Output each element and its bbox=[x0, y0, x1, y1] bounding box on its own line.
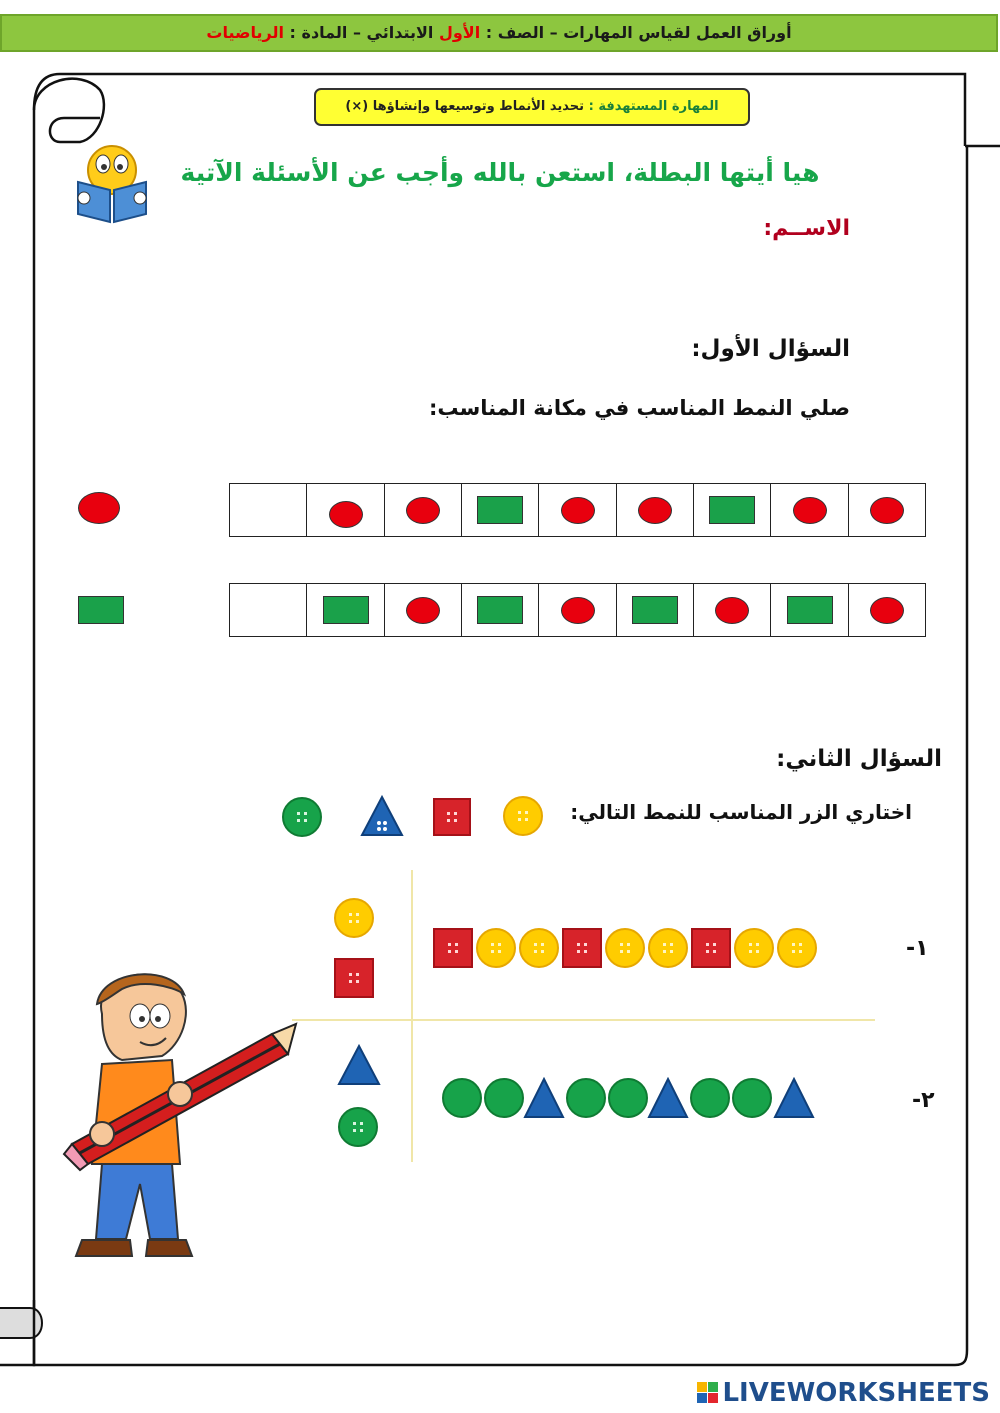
red-square-button-icon bbox=[562, 928, 602, 968]
pattern-drop-target[interactable] bbox=[230, 484, 306, 536]
circle-shape bbox=[870, 597, 904, 624]
q1-answer-rect[interactable] bbox=[78, 596, 124, 624]
circle-shape bbox=[561, 597, 595, 624]
skill-value: تحديد الأنماط وتوسيعها وإنشاؤها (×) bbox=[345, 99, 585, 114]
pattern-cell bbox=[848, 484, 925, 536]
q1-answer-circle[interactable] bbox=[78, 492, 120, 524]
pattern-cell bbox=[461, 484, 538, 536]
liveworksheets-logo-text: LIVEWORKSHEETS bbox=[722, 1378, 990, 1408]
q1-pattern-row-2 bbox=[229, 583, 926, 637]
circle-shape bbox=[406, 497, 440, 524]
pattern-cell bbox=[538, 584, 615, 636]
pattern-cell bbox=[306, 584, 383, 636]
pattern-cell bbox=[770, 584, 847, 636]
name-label: الاســم: bbox=[763, 216, 850, 241]
red-square-button-icon bbox=[433, 928, 473, 968]
liveworksheets-logo-icon bbox=[697, 1382, 719, 1404]
pattern-cell bbox=[770, 484, 847, 536]
item2-choice-blue-triangle[interactable] bbox=[337, 1044, 381, 1090]
item2-seq-buttons bbox=[443, 1079, 813, 1117]
pattern-cell bbox=[693, 484, 770, 536]
rect-shape bbox=[477, 496, 523, 524]
header-text-b: الابتدائي – المادة : bbox=[283, 23, 439, 42]
question2-title: السؤال الثاني: bbox=[776, 746, 942, 772]
pattern-cell bbox=[693, 584, 770, 636]
liveworksheets-logo bbox=[697, 1378, 990, 1408]
circle-shape bbox=[406, 597, 440, 624]
skill-label: المهارة المستهدفة : bbox=[584, 99, 719, 114]
pattern-cell bbox=[384, 584, 461, 636]
item1-sequence bbox=[433, 928, 817, 968]
option-yellow-circle[interactable] bbox=[503, 796, 543, 836]
item1-choice-red-square[interactable] bbox=[334, 958, 374, 998]
rect-shape bbox=[709, 496, 755, 524]
page-title: هيا أيتها البطلة، استعن بالله وأجب عن الأسئلة الآتية bbox=[180, 158, 820, 187]
yellow-circle-button-icon bbox=[734, 928, 774, 968]
item2-choice-green-circle[interactable] bbox=[338, 1107, 378, 1147]
rect-shape bbox=[632, 596, 678, 624]
option-blue-triangle[interactable] bbox=[360, 795, 404, 841]
header-grade: الأول bbox=[438, 23, 481, 42]
pattern-cell bbox=[616, 584, 693, 636]
item2-sequence-svg bbox=[442, 1077, 862, 1119]
rect-shape bbox=[323, 596, 369, 624]
question1-title: السؤال الأول: bbox=[691, 336, 850, 362]
red-square-button-icon bbox=[691, 928, 731, 968]
pattern-cell bbox=[848, 584, 925, 636]
circle-shape bbox=[870, 497, 904, 524]
q1-pattern-row-1 bbox=[229, 483, 926, 537]
pattern-cell bbox=[538, 484, 615, 536]
pattern-cell bbox=[616, 484, 693, 536]
skill-box bbox=[314, 88, 750, 126]
option-green-circle[interactable] bbox=[282, 797, 322, 837]
circle-shape bbox=[561, 497, 595, 524]
circle-shape bbox=[638, 497, 672, 524]
boy-with-pencil-illustration bbox=[62, 964, 302, 1264]
pattern-cell bbox=[306, 484, 383, 536]
divider-horizontal bbox=[292, 1019, 875, 1021]
circle-shape bbox=[715, 597, 749, 624]
pattern-cell bbox=[461, 584, 538, 636]
yellow-circle-button-icon bbox=[605, 928, 645, 968]
header-subject: الرياضيات bbox=[206, 23, 284, 42]
option-red-square[interactable] bbox=[433, 798, 471, 836]
circle-shape bbox=[329, 501, 363, 528]
rect-shape bbox=[787, 596, 833, 624]
header-bar bbox=[0, 14, 998, 52]
rect-shape bbox=[477, 596, 523, 624]
item1-choice-yellow-circle[interactable] bbox=[334, 898, 374, 938]
header-text-a: أوراق العمل لقياس المهارات – الصف : bbox=[480, 23, 792, 42]
yellow-circle-button-icon bbox=[777, 928, 817, 968]
divider-vertical bbox=[411, 870, 413, 1162]
pattern-drop-target[interactable] bbox=[230, 584, 306, 636]
yellow-circle-button-icon bbox=[476, 928, 516, 968]
item2-sequence bbox=[442, 1077, 862, 1123]
reading-emoji-icon bbox=[72, 142, 152, 224]
yellow-circle-button-icon bbox=[519, 928, 559, 968]
circle-shape bbox=[793, 497, 827, 524]
item2-number: ٢- bbox=[912, 1088, 935, 1113]
pattern-cell bbox=[384, 484, 461, 536]
item1-number: ١- bbox=[906, 936, 929, 961]
question1-instruction: صلي النمط المناسب في مكانة المناسب: bbox=[428, 396, 850, 420]
question2-instruction: اختاري الزر المناسب للنمط التالي: bbox=[570, 800, 912, 824]
yellow-circle-button-icon bbox=[648, 928, 688, 968]
